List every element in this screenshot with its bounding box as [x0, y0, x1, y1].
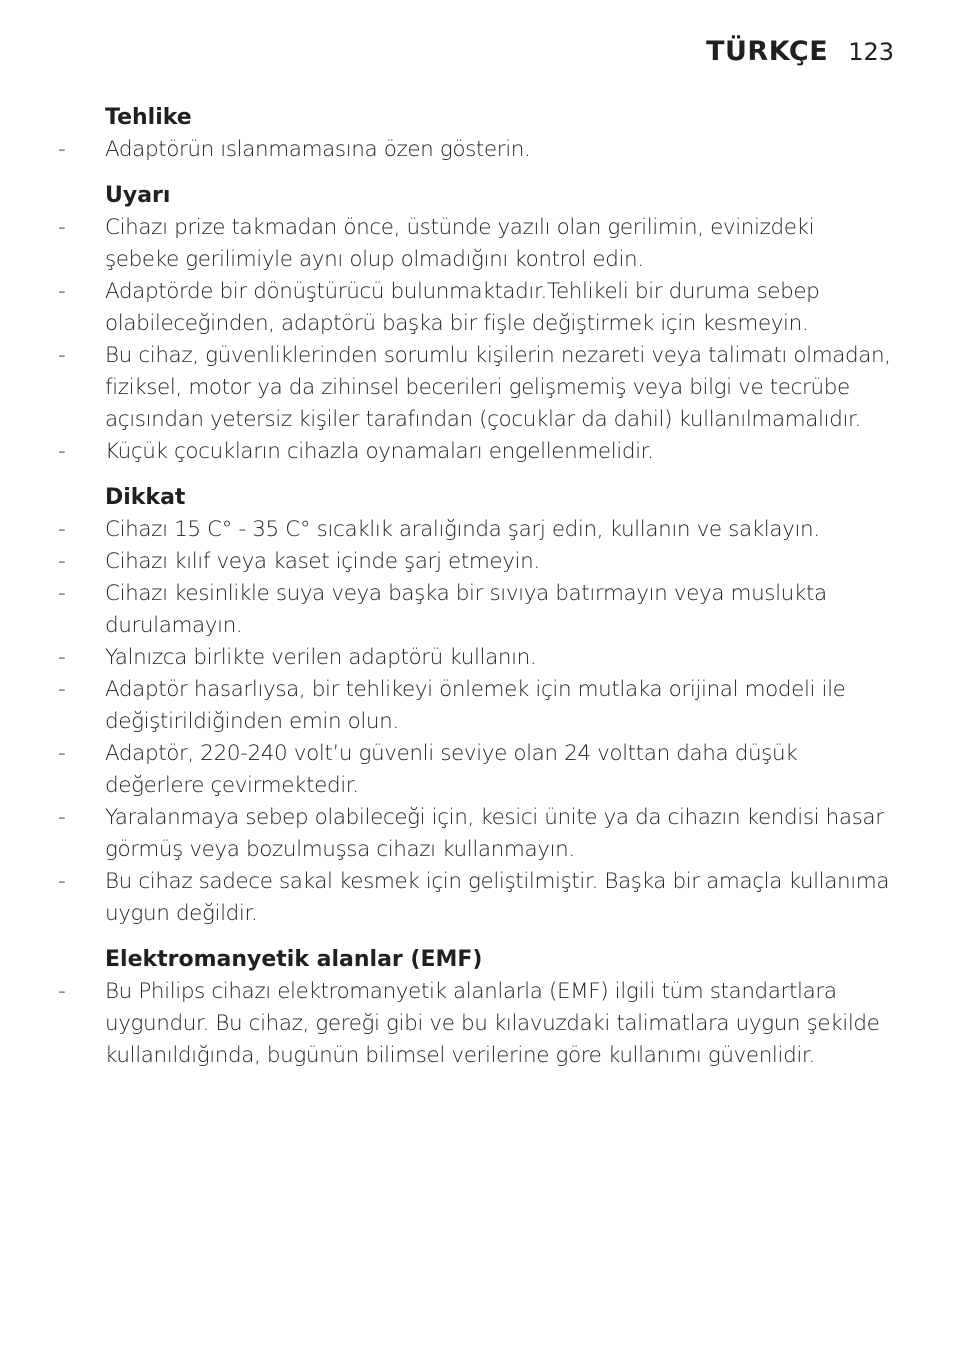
list-item-text: Bu Philips cihazı elektromanyetik alanlarla (EMF) ilgili tüm standartlara uygundur. Bu cihaz, gereği gibi ve bu kılavuzdaki talimatlara uygun şekilde kullanıldığında, bugünün bilimsel verilerine göre kullanımı güvenlidir. [105, 979, 880, 1068]
section [58, 944, 894, 1072]
list-item-text: Adaptörde bir dönüştürücü bulunmaktadır.Tehlikeli bir duruma sebep olabileceğinden, adaptörü başka bir fişle değiştirmek için kesmeyin. [105, 279, 820, 336]
bullet-dash: - [58, 645, 66, 670]
section-heading: Uyarı [105, 183, 171, 208]
bullet-dash: - [58, 677, 66, 702]
bullet-dash: - [58, 137, 66, 162]
language-title: TÜRKÇE [706, 36, 829, 67]
list-item-text: Bu cihaz sadece sakal kesmek için geliştilmiştir. Başka bir amaçla kullanıma uygun değildir. [105, 869, 890, 926]
section-heading: Tehlike [105, 105, 192, 130]
list-item [58, 340, 894, 436]
section [58, 102, 894, 166]
bullet-dash: - [58, 805, 66, 830]
section-heading: Dikkat [105, 485, 186, 510]
list-item-text: Yaralanmaya sebep olabileceği için, kesici ünite ya da cihazın kendisi hasar görmüş veya bozulmuşsa cihazı kullanmayın. [105, 805, 884, 862]
list-item [58, 976, 894, 1072]
list-item [58, 674, 894, 738]
list-item-text: Adaptörün ıslanmamasına özen gösterin. [105, 137, 531, 162]
list-item [58, 212, 894, 276]
document-body [58, 102, 894, 1086]
page-number: 123 [848, 38, 894, 66]
bullet-dash: - [58, 869, 66, 894]
list-item-text: Adaptör, 220-240 volt’u güvenli seviye olan 24 volttan daha düşük değerlere çevirmektedir. [105, 741, 798, 798]
list-item [58, 134, 894, 166]
list-item-text: Cihazı kılıf veya kaset içinde şarj etmeyin. [105, 549, 540, 574]
list-item [58, 642, 894, 674]
list-item [58, 738, 894, 802]
list-item [58, 276, 894, 340]
list-item [58, 802, 894, 866]
list-item-text: Yalnızca birlikte verilen adaptörü kullanın. [105, 645, 537, 670]
list-item-text: Bu cihaz, güvenliklerinden sorumlu kişilerin nezareti veya talimatı olmadan, fiziksel, motor ya da zihinsel becerileri gelişmemiş veya bilgi ve tecrübe açısından yetersiz kişiler tarafından (çocuklar da dahil) kullanılmamalıdır. [105, 343, 891, 432]
section [58, 482, 894, 930]
bullet-dash: - [58, 581, 66, 606]
list-item [58, 514, 894, 546]
bullet-dash: - [58, 741, 66, 766]
list-item-text: Küçük çocukların cihazla oynamaları engellenmelidir. [105, 439, 654, 464]
list-item [58, 578, 894, 642]
list-item-text: Cihazı prize takmadan önce, üstünde yazılı olan gerilimin, evinizdeki şebeke gerilimiyle aynı olup olmadığını kontrol edin. [105, 215, 815, 272]
bullet-dash: - [58, 215, 66, 240]
section-heading: Elektromanyetik alanlar (EMF) [105, 947, 483, 972]
list-item [58, 866, 894, 930]
bullet-dash: - [58, 439, 66, 464]
bullet-dash: - [58, 549, 66, 574]
bullet-dash: - [58, 517, 66, 542]
bullet-dash: - [58, 979, 66, 1004]
list-item [58, 546, 894, 578]
list-item [58, 436, 894, 468]
list-item-text: Cihazı kesinlikle suya veya başka bir sıvıya batırmayın veya muslukta durulamayın. [105, 581, 827, 638]
list-item-text: Adaptör hasarlıysa, bir tehlikeyi önlemek için mutlaka orijinal modeli ile değiştirildiğinden emin olun. [105, 677, 846, 734]
bullet-dash: - [58, 279, 66, 304]
bullet-dash: - [58, 343, 66, 368]
section [58, 180, 894, 468]
list-item-text: Cihazı 15 C° - 35 C° sıcaklık aralığında şarj edin, kullanın ve saklayın. [105, 517, 820, 542]
page-header [706, 36, 894, 67]
